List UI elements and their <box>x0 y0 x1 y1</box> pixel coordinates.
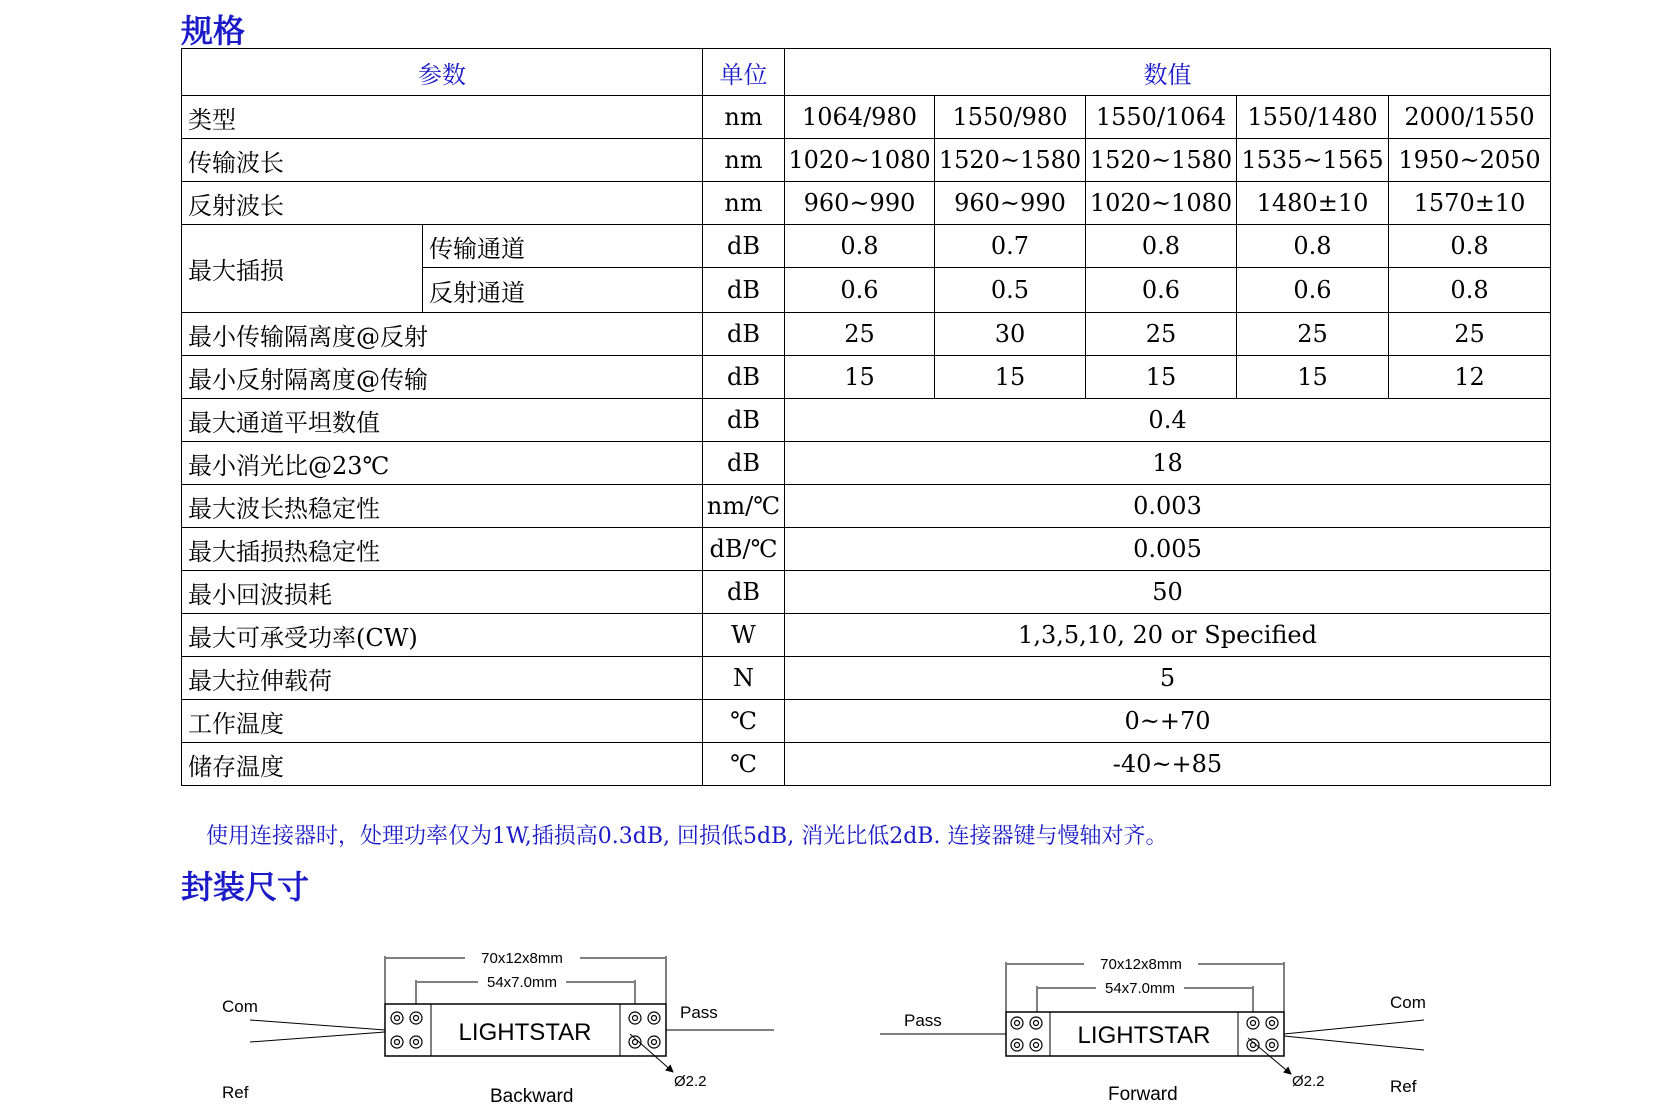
param-cell: 最小反射隔离度@传输 <box>182 356 703 399</box>
value-cell: 2000/1550 <box>1389 96 1551 139</box>
forward-diagram <box>860 920 1460 1106</box>
brand-label: LIGHTSTAR <box>458 1019 592 1046</box>
param-cell: 最小消光比@23℃ <box>182 442 703 485</box>
value-cell: 1535~1565 <box>1237 139 1389 182</box>
value-cell: 0.8 <box>785 225 935 268</box>
com-label: Com <box>222 997 258 1016</box>
value-cell: 1550/980 <box>935 96 1086 139</box>
value-cell: 12 <box>1389 356 1551 399</box>
unit-cell: dB <box>703 313 785 356</box>
unit-cell: dB/℃ <box>703 528 785 571</box>
value-cell: 25 <box>1237 313 1389 356</box>
value-cell: 1550/1480 <box>1237 96 1389 139</box>
value-cell: 960~990 <box>785 182 935 225</box>
param-cell: 反射波长 <box>182 182 703 225</box>
spec-heading: 规格 <box>181 12 246 50</box>
unit-cell: dB <box>703 225 785 268</box>
param-cell: 储存温度 <box>182 743 703 786</box>
value-cell: 0.003 <box>785 485 1551 528</box>
param-cell: 最大通道平坦数值 <box>182 399 703 442</box>
param-cell: 类型 <box>182 96 703 139</box>
value-cell: 1950~2050 <box>1389 139 1551 182</box>
table-row <box>182 182 1551 225</box>
package-heading: 封装尺寸 <box>181 868 310 906</box>
value-cell: 25 <box>1086 313 1237 356</box>
value-cell: 0.005 <box>785 528 1551 571</box>
value-cell: 1570±10 <box>1389 182 1551 225</box>
table-row <box>182 399 1551 442</box>
param-cell: 传输波长 <box>182 139 703 182</box>
value-cell: 1020~1080 <box>1086 182 1237 225</box>
unit-cell: dB <box>703 571 785 614</box>
unit-cell: nm <box>703 182 785 225</box>
value-cell: 0.8 <box>1237 225 1389 268</box>
outer-dimension-label: 70x12x8mm <box>481 950 563 967</box>
param-cell: 最大拉伸载荷 <box>182 657 703 700</box>
header-value: 数值 <box>785 49 1551 96</box>
unit-cell: nm/℃ <box>703 485 785 528</box>
table-row <box>182 700 1551 743</box>
forward-caption: Forward <box>1108 1084 1178 1105</box>
table-row <box>182 313 1551 356</box>
value-cell: 50 <box>785 571 1551 614</box>
value-cell: -40~+85 <box>785 743 1551 786</box>
hole-size-label: Ø2.2 <box>674 1073 707 1090</box>
unit-cell: dB <box>703 268 785 313</box>
table-row <box>182 657 1551 700</box>
table-row <box>182 614 1551 657</box>
spec-table <box>181 48 1551 786</box>
table-row <box>182 356 1551 399</box>
unit-cell: nm <box>703 139 785 182</box>
value-cell: 1020~1080 <box>785 139 935 182</box>
table-row <box>182 528 1551 571</box>
value-cell: 0~+70 <box>785 700 1551 743</box>
value-cell: 1064/980 <box>785 96 935 139</box>
param-cell: 最小回波损耗 <box>182 571 703 614</box>
value-cell: 0.8 <box>1389 225 1551 268</box>
pass-label: Pass <box>680 1003 718 1022</box>
param-cell: 最大插损 <box>182 225 423 313</box>
value-cell: 960~990 <box>935 182 1086 225</box>
pass-label: Pass <box>904 1011 942 1030</box>
unit-cell: W <box>703 614 785 657</box>
value-cell: 15 <box>1237 356 1389 399</box>
value-cell: 15 <box>1086 356 1237 399</box>
backward-caption: Backward <box>490 1086 574 1106</box>
param-cell: 工作温度 <box>182 700 703 743</box>
hole-size-label: Ø2.2 <box>1292 1073 1325 1090</box>
unit-cell: ℃ <box>703 743 785 786</box>
brand-label: LIGHTSTAR <box>1077 1022 1211 1049</box>
value-cell: 0.6 <box>785 268 935 313</box>
value-cell: 0.4 <box>785 399 1551 442</box>
ref-label: Ref <box>1390 1077 1417 1096</box>
inner-dimension-label: 54x7.0mm <box>486 974 558 991</box>
param-cell: 最大可承受功率(CW) <box>182 614 703 657</box>
table-row <box>182 96 1551 139</box>
header-param: 参数 <box>182 49 703 96</box>
unit-cell: dB <box>703 399 785 442</box>
value-cell: 1520~1580 <box>1086 139 1237 182</box>
usage-note: 使用连接器时，处理功率仅为1W,插损高0.3dB, 回损低5dB, 消光比低2dB. 连接器键与慢轴对齐。 <box>206 824 1168 849</box>
unit-cell: dB <box>703 356 785 399</box>
param-cell: 最大插损热稳定性 <box>182 528 703 571</box>
com-label: Com <box>1390 993 1426 1012</box>
value-cell: 0.5 <box>935 268 1086 313</box>
value-cell: 1480±10 <box>1237 182 1389 225</box>
value-cell: 0.8 <box>1389 268 1551 313</box>
param-cell: 最大波长热稳定性 <box>182 485 703 528</box>
backward-diagram-svg <box>200 920 800 1106</box>
value-cell: 15 <box>935 356 1086 399</box>
sub-param-cell: 传输通道 <box>423 225 703 268</box>
value-cell: 25 <box>785 313 935 356</box>
table-header-row <box>182 49 1551 96</box>
value-cell: 25 <box>1389 313 1551 356</box>
value-cell: 1520~1580 <box>935 139 1086 182</box>
value-cell: 30 <box>935 313 1086 356</box>
unit-cell: nm <box>703 96 785 139</box>
table-row <box>182 485 1551 528</box>
value-cell: 0.8 <box>1086 225 1237 268</box>
table-row <box>182 442 1551 485</box>
sub-param-cell: 反射通道 <box>423 268 703 313</box>
table-row <box>182 743 1551 786</box>
unit-cell: N <box>703 657 785 700</box>
value-cell: 5 <box>785 657 1551 700</box>
table-row <box>182 139 1551 182</box>
table-row <box>182 225 1551 268</box>
value-cell: 0.7 <box>935 225 1086 268</box>
table-row <box>182 571 1551 614</box>
value-cell: 0.6 <box>1237 268 1389 313</box>
value-cell: 15 <box>785 356 935 399</box>
value-cell: 1,3,5,10, 20 or Specified <box>785 614 1551 657</box>
unit-cell: ℃ <box>703 700 785 743</box>
value-cell: 0.6 <box>1086 268 1237 313</box>
param-cell: 最小传输隔离度@反射 <box>182 313 703 356</box>
forward-diagram-svg <box>860 920 1460 1106</box>
outer-dimension-label: 70x12x8mm <box>1100 956 1182 973</box>
unit-cell: dB <box>703 442 785 485</box>
ref-label: Ref <box>222 1083 249 1102</box>
inner-dimension-label: 54x7.0mm <box>1104 980 1176 997</box>
value-cell: 1550/1064 <box>1086 96 1237 139</box>
backward-diagram <box>200 920 800 1106</box>
header-unit: 单位 <box>703 49 785 96</box>
value-cell: 18 <box>785 442 1551 485</box>
